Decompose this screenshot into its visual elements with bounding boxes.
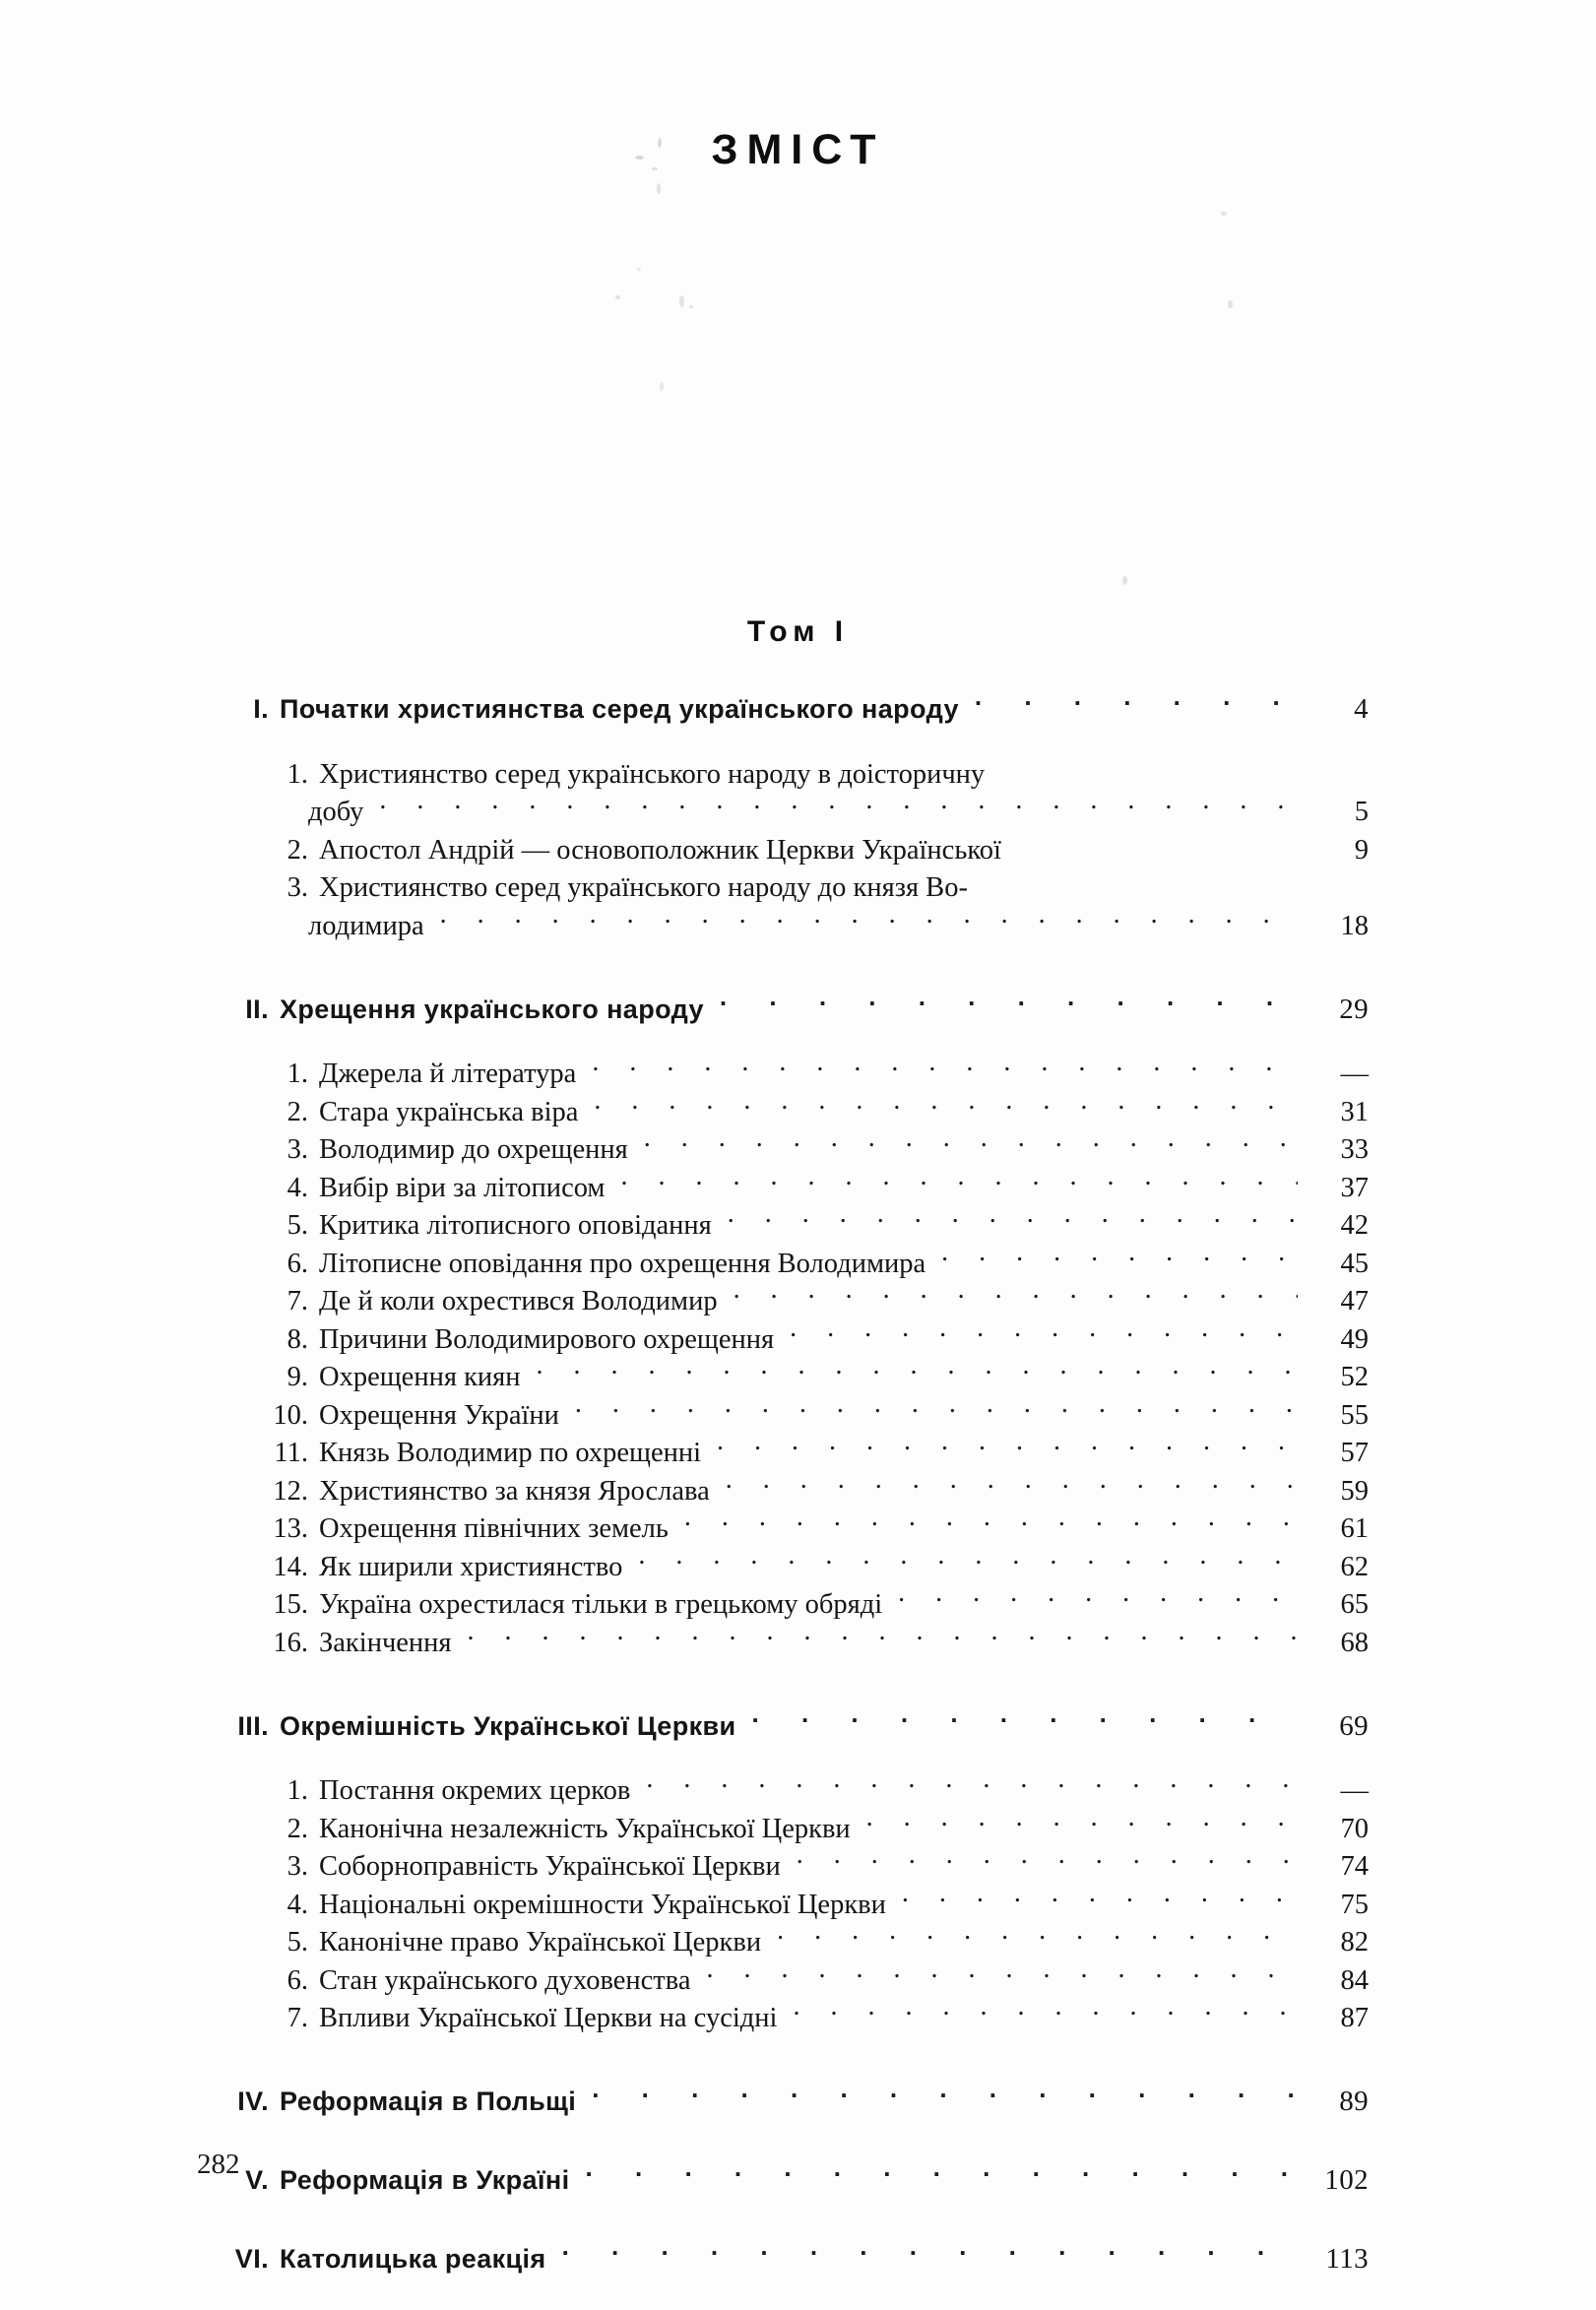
dot-leader bbox=[717, 1434, 1298, 1462]
scan-artifact bbox=[657, 183, 661, 194]
dot-leader bbox=[984, 868, 1298, 897]
spacer bbox=[212, 2121, 1369, 2160]
item-page: 31 bbox=[1340, 1096, 1369, 1127]
dot-leader bbox=[468, 1623, 1298, 1651]
dot-leader bbox=[728, 1206, 1298, 1235]
chapter-numeral: III. bbox=[237, 1710, 269, 1741]
dot-leader bbox=[1017, 830, 1298, 859]
item-number: 2. bbox=[287, 1096, 308, 1127]
scan-artifact bbox=[679, 295, 684, 307]
chapter-numeral: VI. bbox=[234, 2244, 269, 2274]
item-title: Князь Володимир по охрещенні bbox=[319, 1438, 702, 1468]
toc-item-row[interactable] bbox=[212, 1547, 1369, 1585]
item-number: 8. bbox=[287, 1323, 308, 1355]
chapter-title: Початки християнства серед українського народу bbox=[280, 694, 959, 724]
chapter-block bbox=[212, 1706, 1369, 2037]
spacer bbox=[212, 1029, 1369, 1055]
item-number: 6. bbox=[287, 1248, 308, 1279]
chapter-numeral: IV. bbox=[237, 2086, 269, 2116]
item-page: 68 bbox=[1340, 1627, 1369, 1658]
chapter-title: Реформація в Україні bbox=[280, 2165, 570, 2195]
toc-item-row[interactable] bbox=[212, 868, 1369, 907]
chapter-block bbox=[212, 689, 1369, 944]
chapter-block bbox=[212, 990, 1369, 1661]
item-number: 11. bbox=[274, 1438, 308, 1468]
table-of-contents bbox=[212, 689, 1369, 2278]
toc-item-row[interactable] bbox=[212, 1809, 1369, 1847]
toc-chapter-row[interactable] bbox=[212, 1706, 1369, 1746]
toc-item-row[interactable] bbox=[212, 1206, 1369, 1245]
toc-item-row[interactable] bbox=[212, 1847, 1369, 1886]
item-title: Національні окремішности Української Церкви bbox=[319, 1889, 886, 1920]
item-page: — bbox=[1340, 1775, 1369, 1806]
dot-leader bbox=[898, 1585, 1298, 1614]
chapter-numeral: V. bbox=[245, 2165, 269, 2195]
toc-item-row[interactable] bbox=[212, 754, 1369, 793]
spacer bbox=[212, 729, 1369, 754]
item-page: 5 bbox=[1354, 797, 1369, 827]
dot-leader bbox=[592, 2084, 1298, 2110]
scan-artifact bbox=[615, 295, 620, 299]
toc-item-row[interactable] bbox=[212, 1771, 1369, 1810]
item-number: 14. bbox=[273, 1551, 308, 1582]
item-page: 57 bbox=[1340, 1438, 1369, 1468]
item-title: Стара українська віра bbox=[319, 1096, 579, 1127]
item-page: 47 bbox=[1340, 1286, 1369, 1316]
item-number: 3. bbox=[287, 1134, 308, 1165]
item-number: 1. bbox=[287, 758, 308, 790]
toc-chapter-row[interactable] bbox=[212, 689, 1369, 729]
scan-artifact bbox=[658, 138, 662, 148]
item-number: 16. bbox=[273, 1627, 308, 1658]
dot-leader bbox=[644, 1130, 1298, 1159]
toc-item-row[interactable] bbox=[212, 830, 1369, 868]
toc-item-row[interactable] bbox=[212, 1960, 1369, 1999]
toc-item-row[interactable] bbox=[212, 1885, 1369, 1923]
spacer bbox=[212, 2200, 1369, 2239]
volume-heading: Том I bbox=[746, 615, 850, 648]
chapter-title: Окремішність Української Церкви bbox=[280, 1710, 736, 1741]
chapter-title: Католицька реакція bbox=[280, 2244, 546, 2274]
item-page: 52 bbox=[1340, 1362, 1369, 1392]
item-number: 15. bbox=[273, 1589, 308, 1620]
dot-leader bbox=[379, 793, 1298, 821]
item-title: Соборноправність Української Церкви bbox=[319, 1851, 781, 1882]
item-title: Вибір віри за літописом bbox=[319, 1172, 606, 1203]
dot-leader bbox=[1000, 754, 1298, 783]
item-title: Як ширили християнство bbox=[319, 1551, 623, 1582]
item-title: Причини Володимирового охрещення bbox=[319, 1323, 775, 1355]
chapter-title: Хрещення українського народу bbox=[280, 994, 704, 1024]
spacer bbox=[212, 1746, 1369, 1771]
dot-leader bbox=[752, 1708, 1298, 1735]
toc-chapter-row[interactable] bbox=[212, 2239, 1369, 2278]
dot-leader bbox=[734, 1282, 1298, 1311]
item-title: Літописне оповідання про охрещення Володимира bbox=[319, 1248, 926, 1279]
item-number: 13. bbox=[273, 1513, 308, 1544]
item-page: 33 bbox=[1340, 1134, 1369, 1165]
item-title: Канонічна незалежність Української Церкви bbox=[319, 1813, 851, 1844]
toc-item-row[interactable] bbox=[212, 1130, 1369, 1169]
item-title: Україна охрестилася тільки в грецькому обряді bbox=[319, 1589, 883, 1620]
item-title: Критика літописного оповідання bbox=[319, 1210, 712, 1241]
item-number: 1. bbox=[287, 1059, 308, 1089]
item-number: 7. bbox=[287, 2003, 308, 2033]
page-folio: 282 bbox=[197, 2149, 240, 2180]
item-title: Впливи Української Церкви на сусідні bbox=[319, 2003, 778, 2033]
dot-leader bbox=[975, 691, 1298, 718]
item-page: 84 bbox=[1340, 1964, 1369, 1996]
item-title: Стан українського духовенства bbox=[319, 1964, 691, 1996]
item-page: 49 bbox=[1340, 1323, 1369, 1355]
toc-item-row[interactable] bbox=[212, 1055, 1369, 1093]
toc-item-row[interactable] bbox=[212, 1434, 1369, 1472]
item-title-continuation: лодимира bbox=[308, 910, 424, 941]
item-title: Апостол Андрій — основоположник Церкви Української bbox=[319, 834, 1001, 866]
scan-artifact bbox=[652, 167, 658, 170]
item-title: Закінчення bbox=[319, 1627, 452, 1658]
dot-leader bbox=[902, 1885, 1298, 1913]
item-number: 3. bbox=[287, 872, 308, 903]
item-number: 5. bbox=[287, 1927, 308, 1957]
item-title: Де й коли охрестився Володимир bbox=[319, 1286, 718, 1316]
scan-artifact bbox=[637, 268, 641, 271]
item-title: Християнство серед українського народу в доісторичну bbox=[319, 758, 986, 790]
dot-leader bbox=[562, 2241, 1298, 2268]
scan-artifact bbox=[1221, 212, 1227, 216]
dot-leader bbox=[592, 1055, 1298, 1083]
toc-chapter-row[interactable] bbox=[212, 2082, 1369, 2121]
item-page: 62 bbox=[1340, 1551, 1369, 1582]
item-number: 4. bbox=[287, 1889, 308, 1920]
toc-chapter-row[interactable] bbox=[212, 990, 1369, 1029]
item-number: 7. bbox=[287, 1286, 308, 1316]
toc-item-row[interactable] bbox=[212, 1509, 1369, 1548]
item-number: 1. bbox=[287, 1775, 308, 1806]
dot-leader bbox=[594, 1092, 1298, 1121]
item-title: Охрещення північних земель bbox=[319, 1513, 669, 1544]
chapter-title: Реформація в Польщі bbox=[280, 2086, 577, 2116]
toc-item-row[interactable] bbox=[212, 1585, 1369, 1624]
item-title: Володимир до охрещення bbox=[319, 1134, 628, 1165]
item-page: 55 bbox=[1340, 1399, 1369, 1431]
dot-leader bbox=[575, 1395, 1298, 1424]
chapter-page: 4 bbox=[1354, 693, 1369, 725]
item-page: 75 bbox=[1340, 1889, 1369, 1920]
dot-leader bbox=[706, 1960, 1298, 1989]
item-page: 65 bbox=[1340, 1589, 1369, 1620]
item-title: Джерела й література bbox=[319, 1059, 577, 1089]
spacer bbox=[212, 1661, 1369, 1706]
item-number: 9. bbox=[287, 1362, 308, 1392]
toc-item-row[interactable] bbox=[212, 1282, 1369, 1320]
chapter-page: 113 bbox=[1325, 2243, 1369, 2275]
dot-leader bbox=[638, 1547, 1298, 1575]
item-title: Постання окремих церков bbox=[319, 1775, 631, 1806]
toc-chapter-row[interactable] bbox=[212, 2160, 1369, 2200]
item-page: 45 bbox=[1340, 1248, 1369, 1279]
scan-artifact bbox=[1228, 300, 1233, 308]
item-page: 74 bbox=[1340, 1851, 1369, 1882]
item-number: 2. bbox=[287, 834, 308, 866]
dot-leader bbox=[586, 2162, 1298, 2189]
toc-item-row[interactable] bbox=[212, 1168, 1369, 1206]
item-number: 4. bbox=[287, 1172, 308, 1203]
item-page: 18 bbox=[1340, 910, 1369, 941]
toc-item-row[interactable] bbox=[212, 1395, 1369, 1434]
toc-item-row[interactable] bbox=[212, 1092, 1369, 1130]
dot-leader bbox=[537, 1358, 1298, 1386]
toc-item-continuation[interactable] bbox=[212, 906, 1369, 944]
toc-item-row[interactable] bbox=[212, 1923, 1369, 1961]
toc-item-row[interactable] bbox=[212, 1623, 1369, 1661]
scan-artifact bbox=[635, 156, 644, 160]
dot-leader bbox=[720, 992, 1298, 1018]
dot-leader bbox=[646, 1771, 1298, 1800]
item-number: 10. bbox=[273, 1399, 308, 1431]
dot-leader bbox=[777, 1923, 1298, 1952]
scan-artifact bbox=[689, 305, 693, 308]
toc-item-row[interactable] bbox=[212, 1471, 1369, 1509]
spacer bbox=[212, 2036, 1369, 2082]
chapter-numeral: II. bbox=[245, 994, 269, 1024]
item-number: 12. bbox=[273, 1475, 308, 1507]
chapter-page: 29 bbox=[1339, 993, 1369, 1025]
item-page: 9 bbox=[1354, 834, 1369, 866]
item-page: 59 bbox=[1340, 1475, 1369, 1507]
item-page: 37 bbox=[1340, 1172, 1369, 1203]
toc-item-continuation[interactable] bbox=[212, 793, 1369, 831]
dot-leader bbox=[620, 1168, 1298, 1196]
item-page: 70 bbox=[1340, 1813, 1369, 1844]
chapter-page: 69 bbox=[1339, 1709, 1369, 1742]
item-page: 82 bbox=[1340, 1927, 1369, 1957]
item-number: 5. bbox=[287, 1210, 308, 1241]
chapter-page: 102 bbox=[1324, 2164, 1369, 2196]
dot-leader bbox=[684, 1509, 1298, 1538]
item-title: Християнство серед українського народу до князя Во- bbox=[319, 872, 968, 903]
toc-item-row[interactable] bbox=[212, 1244, 1369, 1282]
dot-leader bbox=[866, 1809, 1298, 1837]
item-title: Охрещення України bbox=[319, 1399, 559, 1431]
item-title-continuation: добу bbox=[308, 797, 364, 827]
item-page: 42 bbox=[1340, 1210, 1369, 1241]
dot-leader bbox=[726, 1471, 1298, 1500]
dot-leader bbox=[797, 1847, 1298, 1876]
item-page: — bbox=[1340, 1059, 1369, 1089]
item-number: 3. bbox=[287, 1851, 308, 1882]
toc-item-row[interactable] bbox=[212, 1319, 1369, 1358]
item-title: Охрещення киян bbox=[319, 1362, 521, 1392]
item-number: 6. bbox=[287, 1964, 308, 1996]
dot-leader bbox=[790, 1319, 1298, 1348]
dot-leader bbox=[941, 1244, 1298, 1272]
dot-leader bbox=[440, 906, 1298, 934]
chapter-page: 89 bbox=[1339, 2085, 1369, 2117]
spacer bbox=[212, 944, 1369, 990]
page-title: ЗМІСТ bbox=[711, 126, 885, 173]
item-page: 87 bbox=[1340, 2003, 1369, 2033]
item-number: 2. bbox=[287, 1813, 308, 1844]
scan-artifact bbox=[1122, 576, 1127, 585]
dot-leader bbox=[793, 1999, 1298, 2027]
chapter-numeral: I. bbox=[253, 694, 269, 724]
toc-item-row[interactable] bbox=[212, 1358, 1369, 1396]
toc-item-row[interactable] bbox=[212, 1999, 1369, 2037]
item-title: Канонічне право Української Церкви bbox=[319, 1927, 762, 1957]
scan-artifact bbox=[660, 382, 664, 391]
item-title: Християнство за князя Ярослава bbox=[319, 1475, 710, 1507]
item-page: 61 bbox=[1340, 1513, 1369, 1544]
